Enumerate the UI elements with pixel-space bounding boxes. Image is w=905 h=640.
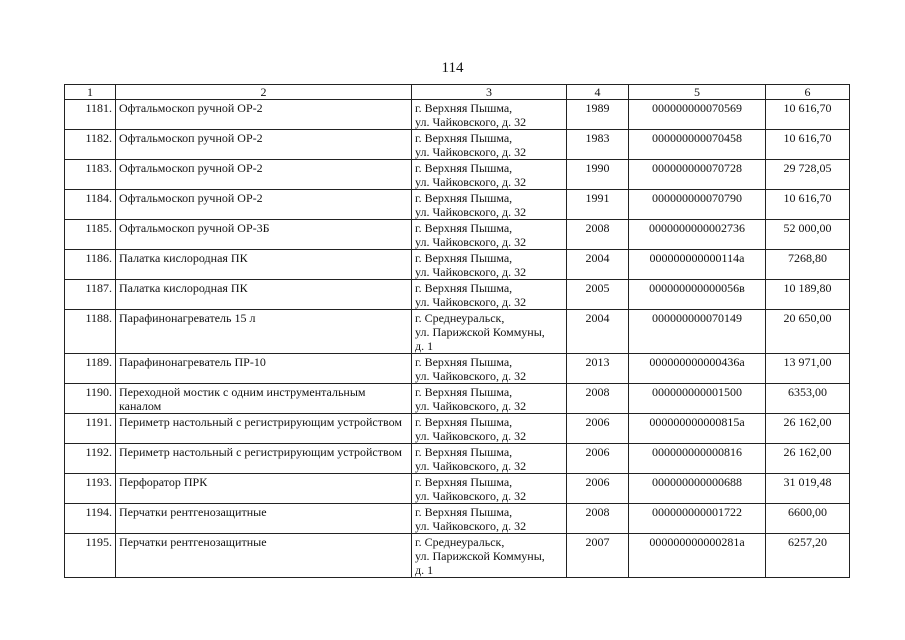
address-line: г. Верхняя Пышма,	[415, 385, 513, 399]
address-line: г. Верхняя Пышма,	[415, 475, 513, 489]
item-name-cell: Перчатки рентгенозащитные	[116, 504, 412, 534]
column-header: 1	[65, 85, 116, 100]
cost-cell: 13 971,00	[766, 354, 850, 384]
year-cell: 1990	[567, 160, 629, 190]
year-cell: 2013	[567, 354, 629, 384]
address-line: ул. Чайковского, д. 32	[415, 489, 527, 503]
address-line: г. Верхняя Пышма,	[415, 131, 513, 145]
item-name-cell: Офтальмоскоп ручной ОР-3Б	[116, 220, 412, 250]
row-number-cell: 1192.	[65, 444, 116, 474]
address-line: г. Верхняя Пышма,	[415, 445, 513, 459]
year-cell: 2008	[567, 384, 629, 414]
table-row	[65, 100, 850, 130]
row-number-cell: 1195.	[65, 534, 116, 578]
row-number-cell: 1185.	[65, 220, 116, 250]
table-row	[65, 190, 850, 220]
item-name-cell: Переходной мостик с одним инструментальным каналом	[116, 384, 412, 414]
inventory-number-cell: 000000000001722	[629, 504, 766, 534]
row-number-cell: 1190.	[65, 384, 116, 414]
column-header: 4	[567, 85, 629, 100]
year-cell: 2006	[567, 414, 629, 444]
item-name-cell: Периметр настольный с регистрирующим устройством	[116, 414, 412, 444]
cost-cell: 26 162,00	[766, 444, 850, 474]
address-cell	[412, 250, 567, 280]
inventory-number-cell: 000000000000815а	[629, 414, 766, 444]
item-name-cell: Офтальмоскоп ручной ОР-2	[116, 130, 412, 160]
table-row	[65, 504, 850, 534]
column-header: 5	[629, 85, 766, 100]
address-line: ул. Чайковского, д. 32	[415, 369, 527, 383]
year-cell: 2006	[567, 444, 629, 474]
item-name-cell: Перфоратор ПРК	[116, 474, 412, 504]
column-number-row	[65, 85, 850, 100]
table-row	[65, 384, 850, 414]
cost-cell: 6257,20	[766, 534, 850, 578]
table-row	[65, 220, 850, 250]
address-line: ул. Чайковского, д. 32	[415, 265, 527, 279]
table-row	[65, 310, 850, 354]
cost-cell: 10 616,70	[766, 100, 850, 130]
inventory-number-cell: 000000000000281а	[629, 534, 766, 578]
item-name-cell: Парафинонагреватель ПР-10	[116, 354, 412, 384]
address-line: ул. Чайковского, д. 32	[415, 519, 527, 533]
inventory-number-cell: 0000000000002736	[629, 220, 766, 250]
address-line: ул. Чайковского, д. 32	[415, 295, 527, 309]
row-number-cell: 1194.	[65, 504, 116, 534]
address-line: ул. Чайковского, д. 32	[415, 115, 527, 129]
address-line: г. Верхняя Пышма,	[415, 355, 513, 369]
address-cell	[412, 384, 567, 414]
year-cell: 1989	[567, 100, 629, 130]
inventory-number-cell: 000000000001500	[629, 384, 766, 414]
address-line: д. 1	[415, 339, 434, 353]
address-line: г. Верхняя Пышма,	[415, 415, 513, 429]
year-cell: 2004	[567, 250, 629, 280]
address-line: г. Верхняя Пышма,	[415, 101, 513, 115]
row-number-cell: 1183.	[65, 160, 116, 190]
inventory-number-cell: 000000000070728	[629, 160, 766, 190]
inventory-number-cell: 000000000070458	[629, 130, 766, 160]
row-number-cell: 1189.	[65, 354, 116, 384]
column-header: 3	[412, 85, 567, 100]
address-cell	[412, 534, 567, 578]
address-cell	[412, 220, 567, 250]
address-cell	[412, 100, 567, 130]
cost-cell: 31 019,48	[766, 474, 850, 504]
address-line: ул. Чайковского, д. 32	[415, 145, 527, 159]
item-name-cell: Офтальмоскоп ручной ОР-2	[116, 100, 412, 130]
item-name-cell: Палатка кислородная ПК	[116, 280, 412, 310]
table-row	[65, 130, 850, 160]
row-number-cell: 1193.	[65, 474, 116, 504]
cost-cell: 6600,00	[766, 504, 850, 534]
table-row	[65, 414, 850, 444]
address-cell	[412, 310, 567, 354]
year-cell: 1991	[567, 190, 629, 220]
table-row	[65, 444, 850, 474]
table-row	[65, 160, 850, 190]
address-line: г. Верхняя Пышма,	[415, 221, 513, 235]
table-row	[65, 534, 850, 578]
address-line: г. Среднеуральск,	[415, 535, 505, 549]
cost-cell: 26 162,00	[766, 414, 850, 444]
cost-cell: 10 616,70	[766, 130, 850, 160]
inventory-number-cell: 000000000000816	[629, 444, 766, 474]
address-line: г. Верхняя Пышма,	[415, 251, 513, 265]
year-cell: 2008	[567, 220, 629, 250]
address-line: ул. Чайковского, д. 32	[415, 429, 527, 443]
cost-cell: 10 189,80	[766, 280, 850, 310]
table-row	[65, 354, 850, 384]
inventory-number-cell: 000000000070569	[629, 100, 766, 130]
address-line: ул. Чайковского, д. 32	[415, 459, 527, 473]
table-row	[65, 280, 850, 310]
address-cell	[412, 130, 567, 160]
item-name-cell: Парафинонагреватель 15 л	[116, 310, 412, 354]
row-number-cell: 1182.	[65, 130, 116, 160]
address-cell	[412, 190, 567, 220]
cost-cell: 29 728,05	[766, 160, 850, 190]
row-number-cell: 1186.	[65, 250, 116, 280]
address-line: г. Верхняя Пышма,	[415, 161, 513, 175]
address-cell	[412, 160, 567, 190]
address-cell	[412, 504, 567, 534]
address-line: г. Верхняя Пышма,	[415, 505, 513, 519]
item-name-cell: Палатка кислородная ПК	[116, 250, 412, 280]
row-number-cell: 1188.	[65, 310, 116, 354]
table-row	[65, 250, 850, 280]
address-line: ул. Чайковского, д. 32	[415, 175, 527, 189]
address-cell	[412, 280, 567, 310]
address-line: г. Среднеуральск,	[415, 311, 505, 325]
inventory-number-cell: 000000000000114а	[629, 250, 766, 280]
row-number-cell: 1187.	[65, 280, 116, 310]
address-line: ул. Чайковского, д. 32	[415, 399, 527, 413]
table-row	[65, 474, 850, 504]
address-line: ул. Парижской Коммуны,	[415, 325, 545, 339]
year-cell: 1983	[567, 130, 629, 160]
cost-cell: 20 650,00	[766, 310, 850, 354]
row-number-cell: 1191.	[65, 414, 116, 444]
item-name-cell: Перчатки рентгенозащитные	[116, 534, 412, 578]
inventory-number-cell: 000000000000056в	[629, 280, 766, 310]
inventory-number-cell: 000000000000436а	[629, 354, 766, 384]
column-header: 2	[116, 85, 412, 100]
address-line: ул. Чайковского, д. 32	[415, 205, 527, 219]
address-line: д. 1	[415, 563, 434, 577]
address-cell	[412, 354, 567, 384]
address-line: ул. Парижской Коммуны,	[415, 549, 545, 563]
address-cell	[412, 444, 567, 474]
row-number-cell: 1181.	[65, 100, 116, 130]
asset-register-table	[64, 84, 850, 578]
inventory-number-cell: 000000000070149	[629, 310, 766, 354]
cost-cell: 10 616,70	[766, 190, 850, 220]
cost-cell: 7268,80	[766, 250, 850, 280]
column-header: 6	[766, 85, 850, 100]
item-name-cell: Периметр настольный с регистрирующим устройством	[116, 444, 412, 474]
page-number: 114	[441, 60, 464, 76]
address-cell	[412, 474, 567, 504]
address-line: ул. Чайковского, д. 32	[415, 235, 527, 249]
address-line: г. Верхняя Пышма,	[415, 191, 513, 205]
address-line: г. Верхняя Пышма,	[415, 281, 513, 295]
year-cell: 2007	[567, 534, 629, 578]
year-cell: 2006	[567, 474, 629, 504]
year-cell: 2004	[567, 310, 629, 354]
year-cell: 2008	[567, 504, 629, 534]
address-cell	[412, 414, 567, 444]
cost-cell: 6353,00	[766, 384, 850, 414]
item-name-cell: Офтальмоскоп ручной ОР-2	[116, 190, 412, 220]
item-name-cell: Офтальмоскоп ручной ОР-2	[116, 160, 412, 190]
cost-cell: 52 000,00	[766, 220, 850, 250]
row-number-cell: 1184.	[65, 190, 116, 220]
inventory-number-cell: 000000000070790	[629, 190, 766, 220]
inventory-number-cell: 000000000000688	[629, 474, 766, 504]
year-cell: 2005	[567, 280, 629, 310]
